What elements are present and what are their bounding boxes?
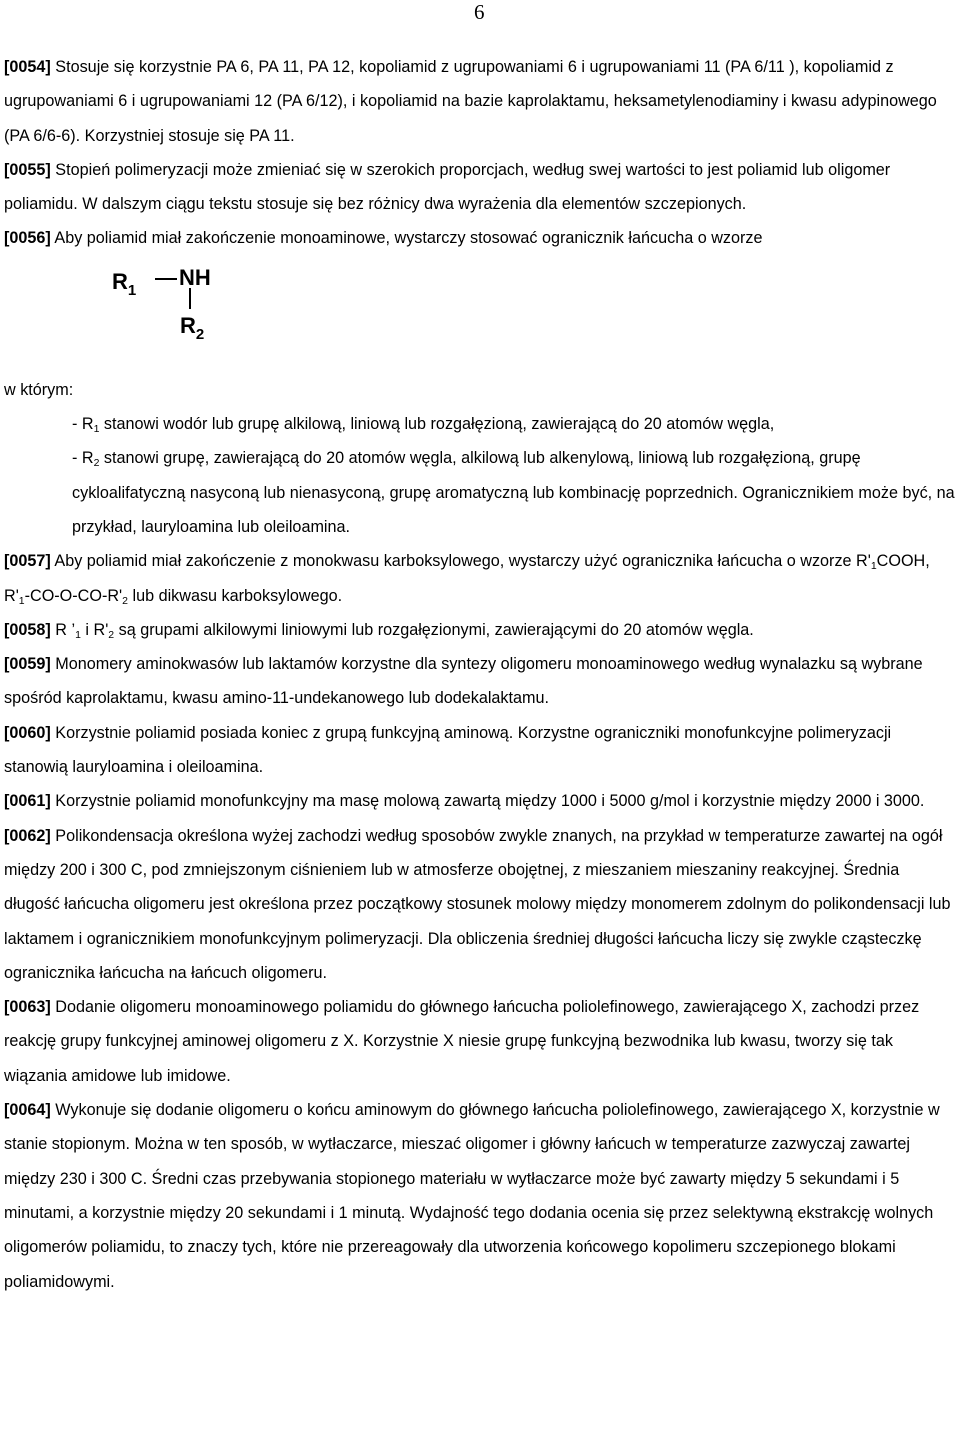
page-number: 6 [474,0,485,24]
paragraph-text: Stopień polimeryzacji może zmieniać się w szerokich proporcjach, według swej wartości to jest poliamid lub oligomer poliamidu. W dalszym ciągu tekstu stosuje się bez różnicy dwa wyrażenia dla elementów szczepionych. [4,160,891,214]
paragraph-0054 [4,50,956,153]
paragraph-ref: [0055] [4,160,51,179]
paragraph-ref: [0059] [4,655,51,674]
paragraph-ref: [0057] [4,552,51,571]
paragraph-ref: [0063] [4,998,51,1017]
paragraph-text: Dodanie oligomeru monoaminowego poliamidu do głównego łańcucha poliolefinowego, zawierającego X, zachodzi przez reakcję grupy funkcyjnej aminowej oligomeru z X. Korzystnie X niesie grupę funkcyjną bezwodnika lub kwasu, tworzy się tak wiązania amidowe lub imidowe. [4,998,920,1085]
paragraph-ref: [0060] [4,723,51,742]
paragraph-0055 [4,153,956,222]
paragraph-ref: [0062] [4,826,51,845]
paragraph-ref: [0061] [4,792,51,811]
formula-structure [108,261,238,351]
paragraph-0063 [4,990,956,1093]
paragraph-0057: [0057] Aby poliamid miał zakończenie z monokwasu karboksylowego, wystarczy użyć ogranicznika łańcucha o wzorze $R'_1COOH$, $R'_1-CO-O-CO-R'_2$ lub dikwasu karboksylowego. [4,552,930,607]
paragraph-0064 [4,1093,956,1299]
paragraph-ref: [0054] [4,58,51,76]
paragraph-0061 [4,784,956,818]
paragraph-text: Monomery aminokwasów lub laktamów korzystne dla syntezy oligomeru monoaminowego według wynalazku są wybrane spośród kaprolaktamu, kwasu amino-11-undekanowego lub dodekalaktamu. [4,655,923,708]
formula-r1: $R_1$ [112,268,137,299]
paragraph-ref: [0064] [4,1101,51,1120]
paragraph-text: Stosuje się korzystnie PA 6, PA 11, PA 12, kopoliamid z ugrupowaniami 6 i ugrupowaniami 11 (PA 6/11 ), kopoliamid z ugrupowaniami 6 i ugrupowaniami 12 (PA 6/12), i kopoliamid na bazie kaprolaktamu, heksametylenodiaminy i kwasu adypinowego (PA 6/6-6). Korzystniej stosuje się PA 11. [4,58,937,145]
paragraph-text: Korzystnie poliamid monofunkcyjny ma masę molową zawartą między 1000 i 5000 g/mol i korzystnie między 2000 i 3000. [50,792,925,811]
definition-list [4,407,956,544]
formula-r2: $R_2$ [180,312,205,343]
formula-nh: NH [179,264,211,290]
paragraph-0056 [4,221,956,255]
paragraph-0059 [4,647,956,716]
definition-r2: - $R_2$ stanowi grupę, zawierającą do 20 atomów węgla, alkilową lub alkenylową, liniową lub rozgałęzioną, grupę cykloalifatyczną nasyconą lub nienasyconą, grupę aromatyczną lub kombinację poprzednich. Ogranicznikiem może być, na przykład, lauryloamina lub oleiloamina. [72,449,955,536]
document-body [4,50,956,1299]
wherein-label: w którym: [4,380,74,399]
paragraph-text: Aby poliamid miał zakończenie monoaminowe, wystarczy stosować ogranicznik łańcucha o wzorze [50,229,763,248]
paragraph-text: Korzystnie poliamid posiada koniec z grupą funkcyjną aminową. Korzystne ograniczniki monofunkcyjne polimeryzacji stanowią lauryloamina i oleiloamina. [4,723,892,777]
paragraph-ref: [0058] [4,620,51,639]
paragraph-text: Polikondensacja określona wyżej zachodzi według sposobów zwykle znanych, na przykład w temperaturze zawartej na ogół między 200 i 300 C, pod zmniejszonym ciśnieniem lub w atmosferze obojętnej, z mieszaniem mieszaniny reakcyjnej. Średnia długość łańcucha oligomeru jest określona przez początkowy stosunek molowy między monomerem zdolnym do polikondensacji lub laktamem i ogranicznikiem monofunkcyjnym polimeryzacji. Dla obliczenia średniej długości łańcucha liczy się zwykle cząsteczkę ogranicznika łańcucha na łańcuch oligomeru. [4,826,951,982]
paragraph-0058: [0058] R $’_1$ i $R'_2$ są grupami alkilowymi liniowymi lub rozgałęzionymi, zawierającymi do 20 atomów węgla. [4,620,754,641]
paragraph-0060 [4,716,956,785]
chemical-formula [4,256,956,361]
definition-r1: - $R_1$ stanowi wodór lub grupę alkilową, liniową lub rozgałęzioną, zawierającą do 20 atomów węgla, [72,415,775,436]
paragraph-0062 [4,819,956,990]
paragraph-ref: [0056] [4,229,51,248]
paragraph-text: Wykonuje się dodanie oligomeru o końcu aminowym do głównego łańcucha poliolefinowego, zawierającego X, korzystnie w stanie stopionym. Można w ten sposób, w wytłaczarce, mieszać oligomer i główny łańcuch w temperaturze zazwyczaj zawartej między 230 i 300 C. Średni czas przebywania stopionego materiału w wytłaczarce może być zawarty między 5 sekundami i 5 minutami, a korzystnie między 20 sekundami i 1 minutą. Wydajność tego dodania ocenia się przez selektywną ekstrakcję wolnych oligomerów poliamidu, to znaczy tych, które nie przereagowały dla utworzenia końcowego kopolimeru szczepionego blokami poliamidowymi. [4,1101,940,1291]
